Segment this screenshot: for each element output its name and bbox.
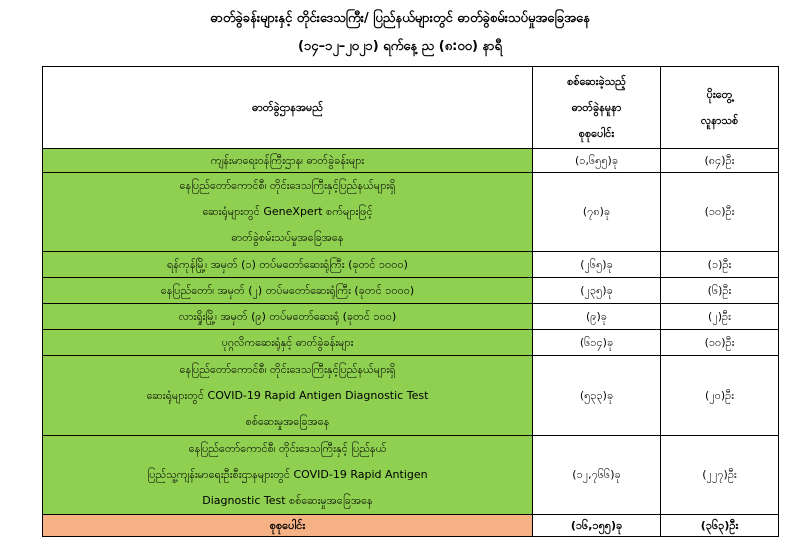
table-row	[43, 278, 779, 304]
tested-cell: (၆၁၄)ခု	[533, 330, 661, 356]
positive-cell: (၁၀)ဦး	[661, 330, 779, 356]
positive-cell: (၈၄)ဦး	[661, 149, 779, 173]
lab-testing-table	[42, 66, 779, 537]
tested-cell: (၇၈)ခု	[533, 173, 661, 252]
header-lab-name: ဓာတ်ခွဲဌာနအမည်	[43, 67, 533, 149]
lab-name-cell: နေပြည်တော်ကောင်စီ၊ တိုင်းဒေသကြီးနှင့်ပြည်နယ်များရှိ ဆေးရုံများတွင် GeneXpert စက်များဖြင့် ဓာတ်ခွဲစမ်းသပ်မှုအခြေအနေ	[43, 173, 533, 252]
positive-cell: (၁၀)ဦး	[661, 173, 779, 252]
table-row	[43, 330, 779, 356]
total-positive: (၃၆၃)ဦး	[661, 515, 779, 537]
table-row	[43, 149, 779, 173]
report-date: (၁၄–၁၂–၂၀၂၁) ရက်နေ့ ည (၈:၀၀) နာရီ	[298, 39, 502, 54]
tested-cell: (၁၂,၇၆၆)ခု	[533, 436, 661, 515]
total-row	[43, 515, 779, 537]
total-label: စုစုပေါင်း	[43, 515, 533, 537]
positive-cell: (၆)ဦး	[661, 278, 779, 304]
tested-cell: (၂၆၅)ခု	[533, 252, 661, 278]
positive-cell: (၁)ဦး	[661, 252, 779, 278]
report-title: ဓာတ်ခွဲခန်းများနှင့် တိုင်းဒေသကြီး/ ပြည်နယ်များတွင် ဓာတ်ခွဲစမ်းသပ်မှုအခြေအနေ	[210, 11, 590, 26]
header-tested-total: စစ်ဆေးခဲ့သည့် ဓာတ်ခွဲနမူနာ စုစုပေါင်း	[533, 67, 661, 149]
tested-cell: (၁,၆၅၅)ခု	[533, 149, 661, 173]
total-tested: (၁၆,၁၅၅)ခု	[533, 515, 661, 537]
positive-cell: (၂၂၇)ဦး	[661, 436, 779, 515]
lab-name-cell: ကျန်းမာရေးဝန်ကြီးဌာန၊ ဓာတ်ခွဲခန်းများ	[43, 149, 533, 173]
table-row	[43, 173, 779, 252]
lab-name-cell: နေပြည်တော်ကောင်စီ၊ တိုင်းဒေသကြီးနှင့်ပြည်နယ်များရှိ ဆေးရုံများတွင် COVID-19 Rapid Antigen Diagnostic Test စစ်ဆေးမှုအခြေအနေ	[43, 356, 533, 436]
lab-name-cell: လားရှိုးမြို့၊ အမှတ် (၉) တပ်မတော်ဆေးရုံ (ခုတင် ၁၀၀)	[43, 304, 533, 330]
table-row	[43, 304, 779, 330]
lab-name-cell: ပုဂ္ဂလိကဆေးရုံနှင့် ဓာတ်ခွဲခန်းများ	[43, 330, 533, 356]
table-row	[43, 252, 779, 278]
table-row	[43, 356, 779, 436]
lab-name-cell: နေပြည်တော်ကောင်စီ၊ တိုင်းဒေသကြီးနှင့် ပြည်နယ် ပြည်သူ့ကျန်းမာရေးဦးစီးဌာနများတွင် COVID-19 Rapid Antigen Diagnostic Test စစ်ဆေးမှုအခြေအနေ	[43, 436, 533, 515]
header-positive: ပိုးတွေ့ လူနာသစ်	[661, 67, 779, 149]
header-row	[43, 67, 779, 149]
positive-cell: (၂၀)ဦး	[661, 356, 779, 436]
tested-cell: (၉)ခု	[533, 304, 661, 330]
tested-cell: (၂၃၅)ခု	[533, 278, 661, 304]
table-row	[43, 436, 779, 515]
positive-cell: (၂)ဦး	[661, 304, 779, 330]
tested-cell: (၅၃၃)ခု	[533, 356, 661, 436]
lab-name-cell: နေပြည်တော်၊ အမှတ် (၂) တပ်မတော်ဆေးရုံကြီး (ခုတင် ၁၀၀၀)	[43, 278, 533, 304]
lab-name-cell: ရန်ကုန်မြို့၊ အမှတ် (၁) တပ်မတော်ဆေးရုံကြီး (ခုတင် ၁၀၀၀)	[43, 252, 533, 278]
